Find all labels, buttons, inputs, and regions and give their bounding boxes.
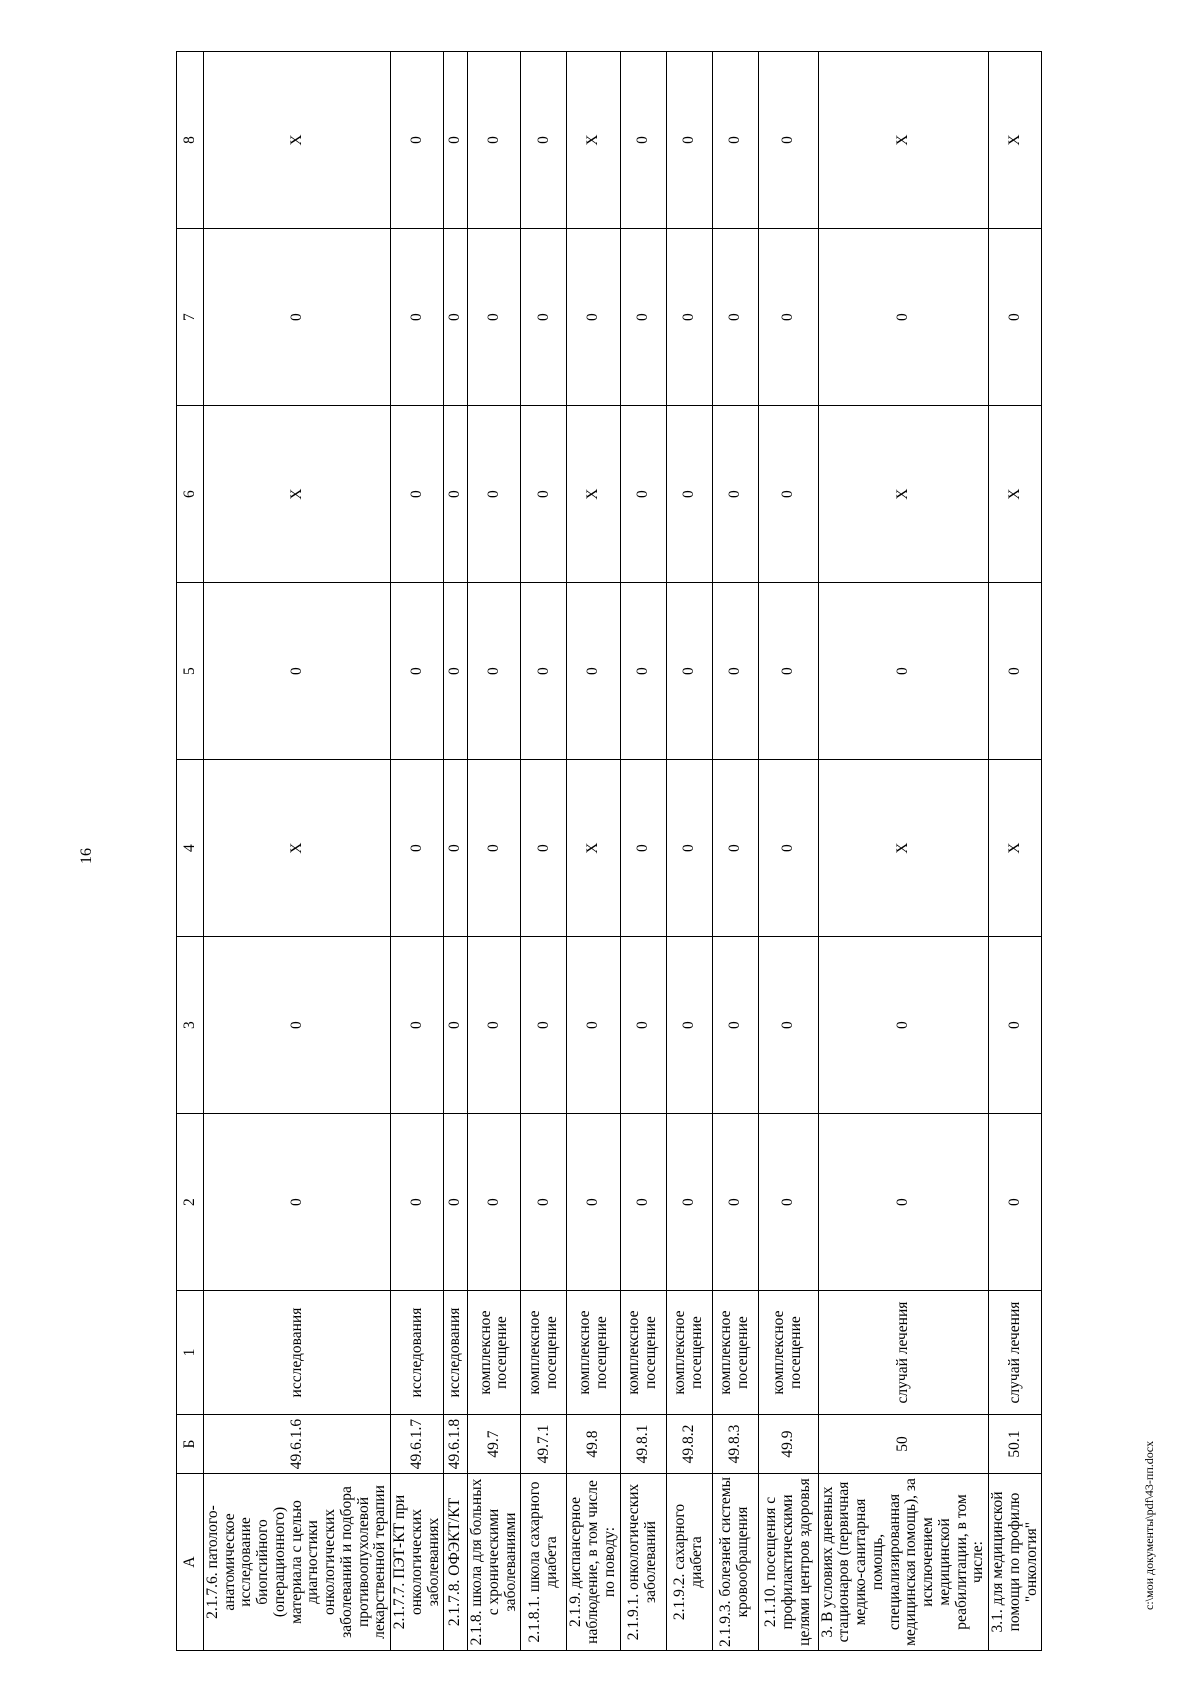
table-cell-c3: 0 [468, 937, 521, 1114]
table-cell-c1: комплексное посещение [712, 1291, 758, 1415]
table-cell-c3: 0 [204, 937, 391, 1114]
table-cell-c1: комплексное посещение [521, 1291, 567, 1415]
table-cell-a: 2.1.7.8. ОФЭКТ/КТ [444, 1474, 468, 1651]
table-cell-a: 2.1.7.7. ПЭТ-КТ при онкологических заболеваниях [391, 1474, 444, 1651]
table-cell-c6: X [989, 406, 1042, 583]
table-cell-c4: 0 [758, 760, 818, 937]
table-cell-c3: 0 [444, 937, 468, 1114]
table-cell-c7: 0 [989, 229, 1042, 406]
table-cell-c8: 0 [620, 52, 666, 229]
table-cell-c5: 0 [758, 583, 818, 760]
table-cell-c8: 0 [666, 52, 712, 229]
table-cell-c4: 0 [712, 760, 758, 937]
table-cell-c2: 0 [444, 1114, 468, 1291]
table-cell-c5: 0 [521, 583, 567, 760]
table-cell-c2: 0 [521, 1114, 567, 1291]
table-header-row [177, 52, 204, 1651]
table-cell-c7: 0 [391, 229, 444, 406]
table-cell-c4: 0 [620, 760, 666, 937]
table-cell-c6: 0 [391, 406, 444, 583]
table-cell-c3: 0 [818, 937, 988, 1114]
table-cell-b: 49.9 [758, 1415, 818, 1474]
table-cell-c8: X [989, 52, 1042, 229]
table-row [666, 52, 712, 1651]
table-cell-c1: комплексное посещение [758, 1291, 818, 1415]
table-cell-c8: 0 [712, 52, 758, 229]
table-cell-c2: 0 [468, 1114, 521, 1291]
table-cell-c7: 0 [620, 229, 666, 406]
table-cell-b: 49.6.1.8 [444, 1415, 468, 1474]
table-cell-c5: 0 [468, 583, 521, 760]
table-cell-c4: 0 [521, 760, 567, 937]
table-row [567, 52, 620, 1651]
table-cell-c5: 0 [204, 583, 391, 760]
table-cell-c6: 0 [521, 406, 567, 583]
table-cell-b: 50.1 [989, 1415, 1042, 1474]
table-cell-b: 49.6.1.7 [391, 1415, 444, 1474]
column-header: 2 [177, 1114, 204, 1291]
table-body [204, 52, 1042, 1651]
table-cell-a: 2.1.9.1. онкологических заболеваний [620, 1474, 666, 1651]
table-cell-c7: 0 [567, 229, 620, 406]
table-cell-c7: 0 [818, 229, 988, 406]
table-cell-c4: 0 [391, 760, 444, 937]
page-number: 16 [78, 848, 95, 864]
column-header: Б [177, 1415, 204, 1474]
table-cell-c2: 0 [204, 1114, 391, 1291]
table-cell-c5: 0 [818, 583, 988, 760]
table-cell-c2: 0 [818, 1114, 988, 1291]
table-cell-c7: 0 [468, 229, 521, 406]
table-cell-c5: 0 [444, 583, 468, 760]
table-cell-b: 49.6.1.6 [204, 1415, 391, 1474]
table-cell-c8: 0 [444, 52, 468, 229]
column-header: 3 [177, 937, 204, 1114]
table-cell-c8: X [204, 52, 391, 229]
file-path-caption: c:\мои документы\pdf\43-пп.docx [1142, 1440, 1156, 1610]
table-cell-c1: исследования [391, 1291, 444, 1415]
table-cell-c1: исследования [204, 1291, 391, 1415]
table-cell-a: 2.1.8. школа для больных с хроническими заболеваниями [468, 1474, 521, 1651]
table-cell-c8: X [567, 52, 620, 229]
table-cell-c1: случай лечения [818, 1291, 988, 1415]
table-cell-a: 2.1.9.2. сахарного диабета [666, 1474, 712, 1651]
table-cell-c4: 0 [468, 760, 521, 937]
table-row [468, 52, 521, 1651]
table-cell-c4: X [818, 760, 988, 937]
table-cell-c2: 0 [567, 1114, 620, 1291]
table-cell-c3: 0 [758, 937, 818, 1114]
table-cell-a: 3. В условиях дневных стационаров (первичная медико-санитарная помощь, специализированная медицинская помощь), за исключением медицинской реабилитации, в том числе: [818, 1474, 988, 1651]
table-cell-c5: 0 [989, 583, 1042, 760]
table-cell-c5: 0 [391, 583, 444, 760]
table-cell-b: 50 [818, 1415, 988, 1474]
table-cell-c6: 0 [620, 406, 666, 583]
table-cell-c6: 0 [758, 406, 818, 583]
table-cell-c6: 0 [666, 406, 712, 583]
table-cell-c8: 0 [468, 52, 521, 229]
table-cell-c6: X [204, 406, 391, 583]
table-row [620, 52, 666, 1651]
table-cell-c8: 0 [758, 52, 818, 229]
table-row [521, 52, 567, 1651]
table-cell-c5: 0 [567, 583, 620, 760]
table-cell-c8: 0 [391, 52, 444, 229]
table-cell-c4: 0 [444, 760, 468, 937]
table-row [989, 52, 1042, 1651]
table-cell-c6: 0 [444, 406, 468, 583]
table-cell-c7: 0 [758, 229, 818, 406]
table-cell-c7: 0 [204, 229, 391, 406]
column-header: 1 [177, 1291, 204, 1415]
table-cell-c4: 0 [666, 760, 712, 937]
table-cell-b: 49.7.1 [521, 1415, 567, 1474]
table-cell-c6: 0 [468, 406, 521, 583]
table-cell-c1: комплексное посещение [666, 1291, 712, 1415]
table-cell-c2: 0 [666, 1114, 712, 1291]
table-cell-c4: X [204, 760, 391, 937]
table-cell-a: 2.1.9.3. болезней системы кровообращения [712, 1474, 758, 1651]
table-cell-b: 49.7 [468, 1415, 521, 1474]
table-cell-b: 49.8.1 [620, 1415, 666, 1474]
column-header: А [177, 1474, 204, 1651]
column-header: 5 [177, 583, 204, 760]
table-cell-c3: 0 [567, 937, 620, 1114]
table-cell-c3: 0 [391, 937, 444, 1114]
table-cell-c7: 0 [521, 229, 567, 406]
table-cell-c5: 0 [620, 583, 666, 760]
table-cell-c7: 0 [712, 229, 758, 406]
table-cell-c2: 0 [758, 1114, 818, 1291]
table-cell-c4: X [989, 760, 1042, 937]
table-cell-c2: 0 [391, 1114, 444, 1291]
table-cell-c6: 0 [712, 406, 758, 583]
column-header: 6 [177, 406, 204, 583]
table-cell-c6: X [818, 406, 988, 583]
table-cell-c4: X [567, 760, 620, 937]
table-cell-a: 2.1.8.1. школа сахарного диабета [521, 1474, 567, 1651]
table-row [758, 52, 818, 1651]
table-cell-c2: 0 [989, 1114, 1042, 1291]
table-cell-c1: комплексное посещение [567, 1291, 620, 1415]
table-cell-c7: 0 [666, 229, 712, 406]
table-row [391, 52, 444, 1651]
table-cell-b: 49.8 [567, 1415, 620, 1474]
table-cell-c6: X [567, 406, 620, 583]
table-cell-c1: комплексное посещение [620, 1291, 666, 1415]
table-cell-c3: 0 [521, 937, 567, 1114]
table-row [712, 52, 758, 1651]
table-cell-c8: X [818, 52, 988, 229]
table-cell-b: 49.8.2 [666, 1415, 712, 1474]
table-cell-c3: 0 [666, 937, 712, 1114]
table-cell-c5: 0 [666, 583, 712, 760]
data-table [176, 51, 1042, 1651]
table-cell-a: 3.1. для медицинской помощи по профилю "онкология" [989, 1474, 1042, 1651]
column-header: 4 [177, 760, 204, 937]
table-row [444, 52, 468, 1651]
table-row [818, 52, 988, 1651]
table-cell-a: 2.1.10. посещения с профилактическими целями центров здоровья [758, 1474, 818, 1651]
table-cell-c1: исследования [444, 1291, 468, 1415]
table-cell-b: 49.8.3 [712, 1415, 758, 1474]
table-row [204, 52, 391, 1651]
table-cell-c1: случай лечения [989, 1291, 1042, 1415]
data-table-rotated [176, 51, 1040, 1651]
table-cell-c5: 0 [712, 583, 758, 760]
table-cell-c3: 0 [989, 937, 1042, 1114]
table-cell-c1: комплексное посещение [468, 1291, 521, 1415]
table-cell-c2: 0 [712, 1114, 758, 1291]
table-cell-c3: 0 [620, 937, 666, 1114]
table-cell-c8: 0 [521, 52, 567, 229]
column-header: 7 [177, 229, 204, 406]
table-cell-c7: 0 [444, 229, 468, 406]
table-cell-a: 2.1.7.6. патолого-анатомическое исследование биопсийного (операционного) материала с целью диагностики онкологических заболеваний и подбора противоопухолевой лекарственной терапии [204, 1474, 391, 1651]
table-cell-c3: 0 [712, 937, 758, 1114]
table-cell-a: 2.1.9. диспансерное наблюдение, в том числе по поводу: [567, 1474, 620, 1651]
table-cell-c2: 0 [620, 1114, 666, 1291]
column-header: 8 [177, 52, 204, 229]
